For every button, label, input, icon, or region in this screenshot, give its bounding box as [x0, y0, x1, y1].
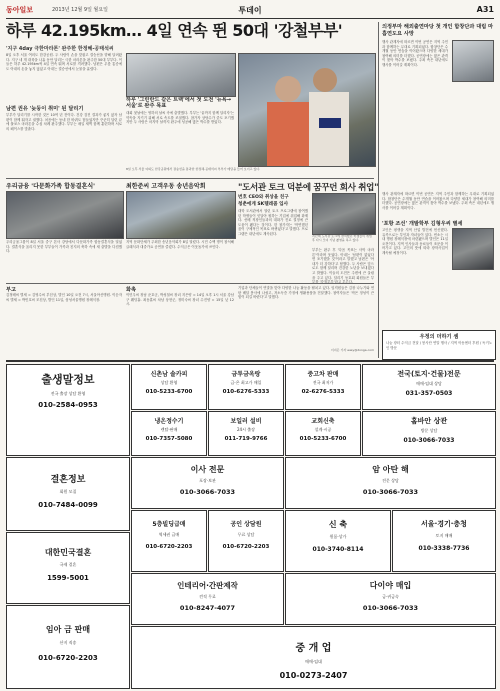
- ad-land-sale[interactable]: [392, 510, 496, 572]
- concert-photo: [126, 191, 236, 239]
- ad-boiler[interactable]: [208, 411, 284, 456]
- ad-building-sale[interactable]: [131, 510, 207, 572]
- ad-subtitle: 상담 환영: [160, 380, 178, 385]
- ad-brokerage[interactable]: [131, 626, 496, 689]
- sidebar-body-1b: 행사 관계자에 따르면 이번 공연은 지역 주민과 함께하는 무대로 기획되었다. 합창단은 수개월 동안 연습을 이어왔으며 다양한 세대가 참여해 의미를 더했다. 공연장에는 많은 관객이 찾아 박수를 보냈다. 주최 측은 내년에도 행사를 이어갈 계획이다.: [382, 192, 494, 210]
- newspaper-name: 동아일보: [6, 6, 34, 14]
- ad-title: 신 축: [328, 520, 348, 529]
- ad-subtitle: 토지 매매: [435, 533, 453, 538]
- ad-licensed-consult[interactable]: [208, 510, 284, 572]
- runner-shirt-1: [267, 102, 309, 166]
- runner-face-1: [275, 76, 301, 102]
- ad-subtitle: 전국 출장 상담 환영: [50, 391, 86, 396]
- ad-subtitle: 산지 직송: [59, 640, 77, 645]
- sidebar-portrait-1: [452, 40, 494, 82]
- sidebar-box: [382, 330, 496, 360]
- mid-right-subhead-1: 번호 CEO와 취상을 친구: [238, 195, 289, 200]
- ad-phone: 011-719-9766: [224, 436, 268, 442]
- ad-subtitle: 원룸·상가: [329, 534, 347, 539]
- mid-right-headline: "도서관 토크 덕분에 꿈꾸던 회사 취업": [238, 183, 379, 193]
- ad-phone: 010-5233-6700: [299, 436, 347, 442]
- ad-title: 보일러 설비: [230, 418, 262, 425]
- mid-center-headline: 최한준씨 고객우동 송년음악회: [126, 183, 206, 190]
- mid-left-headline: 우리금융 '다문화가족 합동결혼식': [6, 183, 95, 190]
- ad-subtitle: 방문 상담: [420, 428, 438, 433]
- ad-title: 전국(토지·건물)전문: [397, 370, 461, 378]
- ad-subtitle: 포장·보관: [199, 478, 216, 483]
- ad-title: 서울·경기·충청: [421, 520, 467, 528]
- ad-church-building[interactable]: [285, 411, 361, 456]
- ad-subtitle: 설계·시공: [314, 427, 332, 432]
- ad-subtitle: 24시 출장: [237, 427, 255, 432]
- ad-section-top-border: [6, 360, 494, 362]
- marathon-small-photo: [126, 53, 236, 97]
- ad-subtitle: 국제 결혼: [59, 562, 77, 567]
- ad-title: 5층빌딩급매: [152, 521, 186, 528]
- main-story-body: 부부는 완주 후 '다음 목표는 사막 마라톤'이라며 웃었다. 아내는 '남편이 없었다면 포기했을 것'이라고 말했고 남편은 '아내가 더 강하다'고 답했다. 두 사람은 앞으로도 함께 달리며 건강한 노년을 보내겠다고 밝혔다. 이들의 도전은 주변에 큰 울림을 주고 있다. 달리기 동호회 회원들은 부: [312, 248, 374, 280]
- ad-subtitle: 무료 상담: [237, 532, 255, 537]
- ad-title: 교회신축: [311, 418, 335, 425]
- ad-title: 신촌남 솔카피: [150, 371, 188, 378]
- runner-shirt-2: [309, 92, 349, 166]
- ad-title: 중고차 판매: [307, 371, 339, 378]
- ad-phone: 010-3338-7736: [418, 545, 470, 552]
- ad-phone: 010-6720-2203: [145, 544, 193, 550]
- section-title: 투데이: [238, 6, 262, 15]
- ad-title: 출생말정보: [41, 373, 95, 386]
- ad-phone: 010-3066-7033: [403, 437, 455, 444]
- ad-phone: 010-6720-2203: [222, 544, 270, 550]
- ad-phone: 031-357-0503: [405, 390, 453, 397]
- obituary-body: 김정배씨 별세 = 김영수씨 부친상, 발인 10일 오전 7시, 서울아산병원. 이순자씨 별세 = 박민호씨 모친상, 발인 11일, 삼성서울병원 장례식장.: [6, 293, 122, 302]
- sidebar-divider: [378, 22, 379, 358]
- ad-interior-signage[interactable]: [131, 573, 284, 625]
- col2-body: 대회 첫날에는 영하의 날씨 속에 출발했다. 부부는 '끝까지 함께 달리자'는 약속을 지키기 위해 서로 속도를 조절했다. 참가자 상당수가 중도 포기했지만 두 사람은 마지막 날까지 완주에 성공해 많은 박수를 받았다.: [126, 111, 234, 125]
- masthead: [6, 4, 494, 19]
- wedding-notice-body: 이민우씨 장남 준호군, 박성철씨 장녀 지은양 = 14일 오후 1시 서울 강남구 웨딩홀. 최동훈씨 차남 상현군, 정미숙씨 장녀 수진양 = 15일 낮 12시.: [126, 293, 234, 307]
- sidebar-body-1: 행사 관계자에 따르면 이번 공연은 지역 주민과 함께하는 무대로 기획되었다. 합창단은 수개월 동안 연습을 이어왔으며 다양한 세대가 참여해 의미를 더했다. 공연장에는 많은 관객이 찾아 박수를 보냈다. 주최 측은 내년에도 행사를 이어갈 계획이다.: [382, 40, 448, 67]
- ad-phone: 02-6276-5333: [301, 389, 345, 395]
- col1-headline: 남편 권유 '늦둥이 취미' 된 달리기: [6, 106, 84, 112]
- ad-subtitle: 렌탈·판매: [160, 427, 178, 432]
- ad-title: 결혼정보: [50, 475, 86, 485]
- ad-phone: 010-3066-7033: [179, 488, 236, 496]
- col1-body-2: 부부가 달리기를 시작한 것은 10여 년 전이다. 건강 검진 결과가 좋지 않자 남편이 함께 뛰자고 권했다. 처음에는 동네 한 바퀴도 힘들었지만 꾸준히 달린 끝에 풀코스 마라톤을 수십 차례 완주했다. 부부는 매일 새벽 함께 훈련하며 서로의 페이스를 맞춘다.: [6, 113, 122, 131]
- main-headline: 하루 42.195km… 4일 연속 뛴 50대 '강철부부': [6, 21, 343, 40]
- ad-subtitle: 매매·임대 상담: [416, 381, 442, 386]
- col1-body: 8일 오후 서울 여의도 한강공원. 두 사람이 손을 맞잡고 결승선을 향해 달려왔다. 지구 네 개 대륙을 나흘 동안 달리는 극한 마라톤을 완주한 50대 부부다. 이들은 하루 42.195km씩 4일 연속 뛰며 서로를 격려했다. 남편은 무릎 통증에도 아내의 손을 놓지 않았고 아내는 결승선에서 눈물을 흘렸다.: [6, 53, 122, 71]
- ad-marriage-info[interactable]: [6, 457, 130, 531]
- couple-marathon-photo: [238, 53, 376, 167]
- section-divider-2: [6, 283, 374, 284]
- ad-subtitle: 전문 상담: [382, 478, 399, 483]
- sidebar-box-title: 우정의 더하기 셈: [419, 334, 459, 340]
- ad-forest-land[interactable]: [6, 605, 130, 689]
- charity-body: 기업과 단체들이 연말을 맞아 다양한 나눔 활동을 펼치고 있다. 임직원들은 김장 나누기와 연탄 배달 봉사에 나섰고, 저소득층 가정에 생활용품을 전달했다. 참여자들은 '작은 정성이 큰 힘이 되길 바란다'고 말했다.: [238, 286, 374, 300]
- obituary-headline: 부고: [6, 287, 17, 293]
- ad-subtitle: 견적 무료: [199, 594, 216, 599]
- sidebar-headline: 의정부마 해외출연마당 첫 개인 합창단과 대립 마 흡연도요 사망: [382, 24, 494, 37]
- ad-phone: 010-0273-2407: [279, 671, 348, 680]
- ad-subtitle: 금·귀금속: [382, 594, 399, 599]
- ad-phone: 010-7484-0099: [38, 501, 98, 509]
- ad-title: 중 개 업: [295, 643, 332, 654]
- sidebar-body-2: 고인은 평생을 지역 산업 발전에 헌신했다. 유족으로는 부인과 자녀들이 있다. 빈소는 시내 병원 장례식장에 마련됐으며 발인은 11일 오전이다. 지역 인사들과 동료들이 조문을 이어가고 있다. 고인의 뜻에 따라 장학사업이 계속될 예정이다.: [382, 228, 448, 255]
- ad-title: 공인 상담원: [230, 521, 262, 528]
- ad-subtitle: 매매·임대: [305, 659, 322, 664]
- ad-phone: 010-3066-7033: [362, 604, 419, 612]
- ad-title: 임아 금 판매: [45, 625, 91, 634]
- main-subhead: '지구 4day 극한마라톤' 완주한 한정혜-공태석씨: [6, 46, 114, 52]
- race-bib: [319, 118, 341, 128]
- page-number: A31: [476, 5, 494, 14]
- ad-gold-buying[interactable]: [208, 364, 284, 410]
- ad-phone: 010-3740-8114: [312, 546, 364, 553]
- ad-subtitle: 회원 모집: [59, 489, 77, 494]
- ad-phone: 010-3066-7033: [362, 488, 419, 496]
- ad-title: 홈바안 상관: [410, 417, 448, 425]
- mid-left-body: 우리금융그룹이 8일 서울 중구 본사 강당에서 다문화가족 합동결혼식을 열었다. 결혼식을 올리지 못한 부부들이 가족과 친지의 축하 속에 새 출발을 다짐했다.: [6, 240, 122, 254]
- sidebar-headline-2: '포항 조선' 개발학부 김형우씨 별세: [382, 221, 463, 227]
- ad-birth-info[interactable]: [6, 364, 130, 456]
- ad-phone: 010-5233-6700: [145, 389, 193, 395]
- byline: 이지은 기자 easy@donga.com: [330, 348, 374, 352]
- ad-phone: 1599-5001: [47, 574, 89, 582]
- ad-phone: 010-7357-5080: [145, 436, 193, 442]
- col2-headline: 하루 '그린란드 같은 트랙'에서 첫 도전 '뉴욕→서울'로 완주 목표: [126, 97, 232, 109]
- ad-subtitle: 전국 최저가: [312, 380, 334, 385]
- library-talk-photo: [312, 193, 376, 235]
- mid-center-body: 지역 문화단체가 주최한 송년음악회가 8일 열렸다. 시민 수백 명이 참석해 클래식과 대중가요 공연을 즐겼다. 수익금은 이웃돕기에 쓰인다.: [126, 240, 234, 249]
- sidebar-portrait-2: [452, 228, 494, 270]
- ad-phone: 010-6720-2203: [38, 654, 98, 662]
- ad-subtitle: 금·은 최고가 매입: [230, 380, 262, 385]
- issue-date: 2013년 12월 9일 월요일: [52, 7, 109, 13]
- ad-title: 이사 전문: [190, 465, 225, 474]
- ad-phone: 010-2584-0953: [38, 401, 98, 409]
- ad-phone: 010-6276-5333: [222, 389, 270, 395]
- ad-new-construction[interactable]: [285, 510, 391, 572]
- ad-title: 암 아탄 해: [372, 465, 409, 474]
- ad-title: 인테리어·간판제작: [177, 581, 238, 590]
- ad-used-car[interactable]: [285, 364, 361, 410]
- ad-moving[interactable]: [131, 457, 284, 509]
- ad-phone: 010-8247-4077: [179, 604, 236, 612]
- wedding-notice-headline: 화촉: [126, 287, 137, 293]
- ad-diamond-buying[interactable]: [285, 573, 496, 625]
- ad-subtitle: 역세권 급매: [158, 532, 180, 537]
- ad-international-marriage[interactable]: [6, 532, 130, 604]
- ad-water-purifier[interactable]: [131, 411, 207, 456]
- ad-cancer-consult[interactable]: [285, 457, 496, 509]
- wedding-photo: [6, 191, 124, 239]
- library-photo-caption: 지난해 도서관 토크에 참여했던 학생들이 취업 후 다시 모여 기념 촬영을 하고 있다.: [312, 234, 372, 242]
- section-divider: [6, 178, 374, 179]
- ad-title: 냉온정수기: [154, 418, 184, 425]
- runner-face-2: [313, 68, 337, 92]
- ad-home-consult[interactable]: [362, 411, 496, 456]
- ad-real-estate-nationwide[interactable]: [362, 364, 496, 410]
- sidebar-box-body: 나눔 장터 수익금 전달 / 봉사단 연말 행사 / 지역 아동센터 후원 / 독거노인 방문: [386, 341, 492, 350]
- mid-right-body: 대학 도서관에서 열린 토크 프로그램에 참여했던 학생들이 잇달아 원하는 기업에 취업해 화제다. 선배 직장인들과의 대화가 진로 결정에 큰 도움이 됐다는 것이다. 한 참가자는 '막연했던 꿈이 구체적인 목표로 바뀌었다'고 말했다. 프로그램은 내년에도 계속된다.: [238, 209, 308, 236]
- mid-right-subhead-2: 청춘에게 SK텔레콤 입사: [238, 202, 289, 207]
- ad-title: 금투금옥랑: [231, 371, 261, 378]
- ad-copy-shop[interactable]: [131, 364, 207, 410]
- ad-title: 다이야 매입: [369, 581, 412, 590]
- ad-title: 대한민국결혼: [44, 548, 92, 557]
- photo-caption: 8일 오후 서울 여의도 한강공원에서 결승선을 통과한 한정혜-공태석씨 부부가 메달을 들어 보이고 있다.: [126, 167, 261, 171]
